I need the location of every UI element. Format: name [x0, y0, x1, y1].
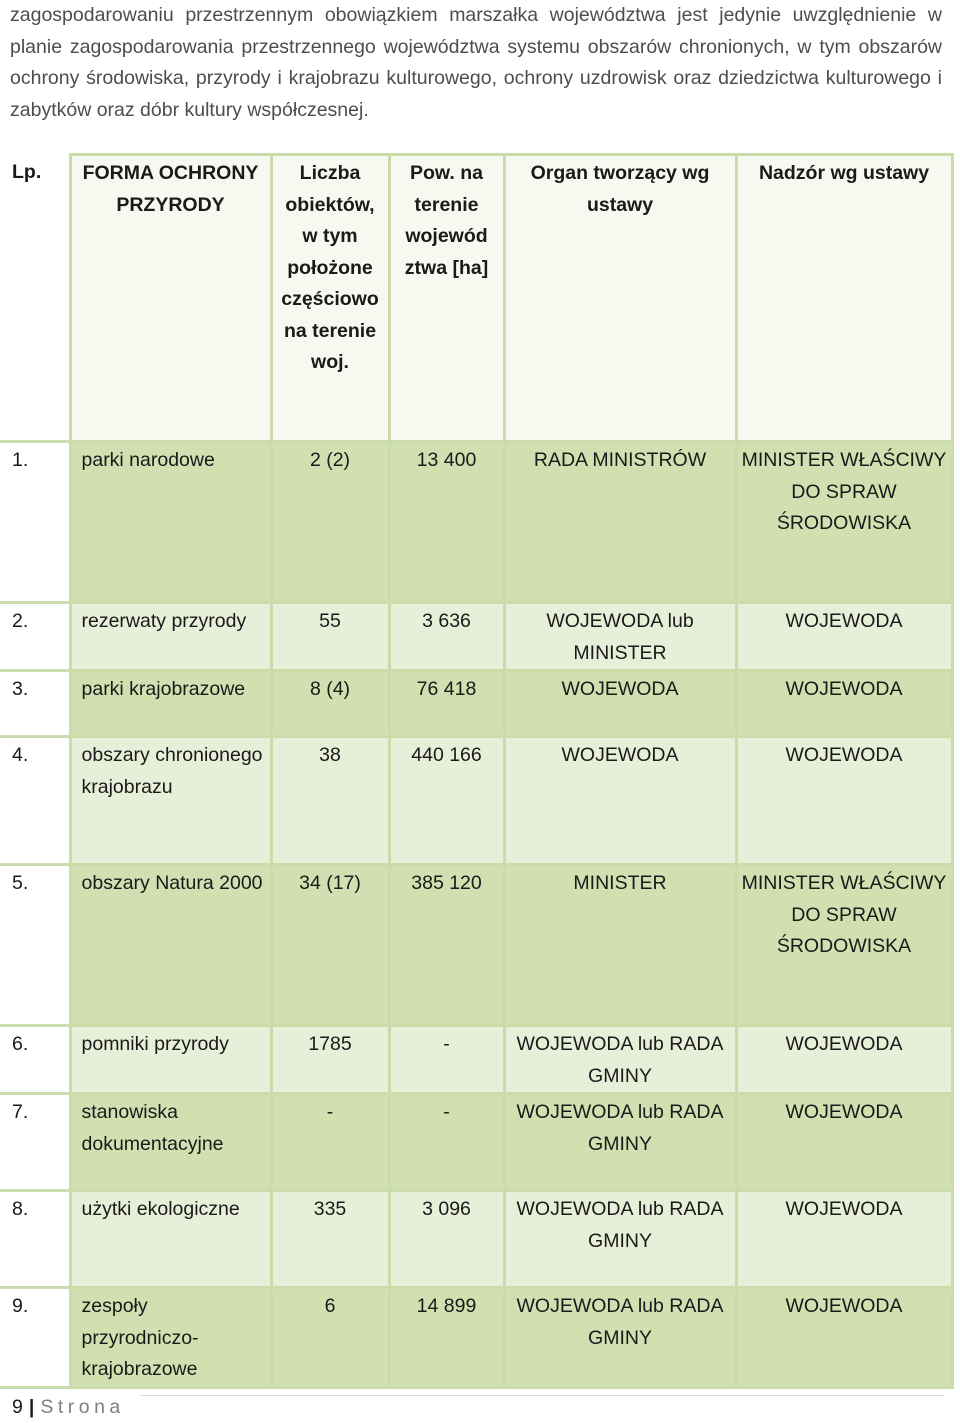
row-form: rezerwaty przyrody — [70, 603, 271, 671]
page-number: 9 — [12, 1396, 23, 1418]
row-count: 8 (4) — [271, 671, 389, 737]
header-supervision: Nadzór wg ustawy — [736, 155, 952, 442]
header-organ: Organ tworzący wg ustawy — [504, 155, 736, 442]
footer-divider — [140, 1395, 944, 1396]
row-supervision: WOJEWODA — [736, 1191, 952, 1288]
row-count: 34 (17) — [271, 865, 389, 1026]
header-lp: Lp. — [0, 155, 70, 442]
row-supervision: WOJEWODA — [736, 1288, 952, 1388]
row-area: 440 166 — [389, 737, 504, 865]
row-lp: 9. — [0, 1288, 70, 1388]
row-lp: 1. — [0, 442, 70, 603]
row-area: - — [389, 1026, 504, 1094]
row-count: - — [271, 1094, 389, 1191]
header-form: FORMA OCHRONY PRZYRODY — [70, 155, 271, 442]
row-count: 1785 — [271, 1026, 389, 1094]
row-supervision: WOJEWODA — [736, 1026, 952, 1094]
row-lp: 8. — [0, 1191, 70, 1288]
row-form: zespoły przyrodniczo-krajobrazowe — [70, 1288, 271, 1388]
row-area: - — [389, 1094, 504, 1191]
row-count: 335 — [271, 1191, 389, 1288]
row-lp: 5. — [0, 865, 70, 1026]
row-area: 13 400 — [389, 442, 504, 603]
row-form: obszary Natura 2000 — [70, 865, 271, 1026]
row-count: 38 — [271, 737, 389, 865]
row-supervision: WOJEWODA — [736, 603, 952, 671]
table-row — [0, 1026, 952, 1094]
table-row — [0, 442, 952, 603]
row-lp: 3. — [0, 671, 70, 737]
header-count: Liczba obiektów, w tym położone częściowo na terenie woj. — [271, 155, 389, 442]
row-supervision: WOJEWODA — [736, 737, 952, 865]
row-supervision: MINISTER WŁAŚCIWY DO SPRAW ŚRODOWISKA — [736, 442, 952, 603]
footer-separator: | — [28, 1396, 35, 1418]
row-organ: WOJEWODA — [504, 737, 736, 865]
row-organ: WOJEWODA — [504, 671, 736, 737]
row-organ: WOJEWODA lub MINISTER — [504, 603, 736, 671]
row-supervision: WOJEWODA — [736, 671, 952, 737]
row-lp: 6. — [0, 1026, 70, 1094]
row-lp: 7. — [0, 1094, 70, 1191]
row-count: 55 — [271, 603, 389, 671]
row-form: parki krajobrazowe — [70, 671, 271, 737]
nature-protection-table — [0, 153, 954, 1389]
row-area: 385 120 — [389, 865, 504, 1026]
row-count: 2 (2) — [271, 442, 389, 603]
row-form: użytki ekologiczne — [70, 1191, 271, 1288]
row-organ: WOJEWODA lub RADA GMINY — [504, 1094, 736, 1191]
table-row — [0, 1288, 952, 1388]
row-organ: RADA MINISTRÓW — [504, 442, 736, 603]
table-row — [0, 1191, 952, 1288]
row-area: 14 899 — [389, 1288, 504, 1388]
row-count: 6 — [271, 1288, 389, 1388]
row-organ: MINISTER — [504, 865, 736, 1026]
page-word: Strona — [40, 1396, 125, 1418]
table-row — [0, 1094, 952, 1191]
row-form: obszary chronionego krajobrazu — [70, 737, 271, 865]
table-row — [0, 865, 952, 1026]
table-row — [0, 737, 952, 865]
row-area: 3 096 — [389, 1191, 504, 1288]
row-organ: WOJEWODA lub RADA GMINY — [504, 1026, 736, 1094]
row-organ: WOJEWODA lub RADA GMINY — [504, 1288, 736, 1388]
row-supervision: WOJEWODA — [736, 1094, 952, 1191]
intro-paragraph: zagospodarowaniu przestrzennym obowiązkiem marszałka województwa jest jedynie uwzględnienie w planie zagospodarowania przestrzennego województwa systemu obszarów chronionych, w tym obszarów ochrony środowiska, przyrody i krajobrazu kulturowego, ochrony uzdrowisk oraz dziedzictwa kulturowego i zabytków oraz dóbr kultury współczesnej. — [10, 4, 942, 121]
row-organ: WOJEWODA lub RADA GMINY — [504, 1191, 736, 1288]
table-row — [0, 671, 952, 737]
page-footer — [12, 1396, 125, 1419]
row-lp: 2. — [0, 603, 70, 671]
row-form: parki narodowe — [70, 442, 271, 603]
row-form: stanowiska dokumentacyjne — [70, 1094, 271, 1191]
row-form: pomniki przyrody — [70, 1026, 271, 1094]
row-supervision: MINISTER WŁAŚCIWY DO SPRAW ŚRODOWISKA — [736, 865, 952, 1026]
row-area: 3 636 — [389, 603, 504, 671]
header-area: Pow. na terenie wojewód ztwa [ha] — [389, 155, 504, 442]
table-row — [0, 603, 952, 671]
row-area: 76 418 — [389, 671, 504, 737]
row-lp: 4. — [0, 737, 70, 865]
